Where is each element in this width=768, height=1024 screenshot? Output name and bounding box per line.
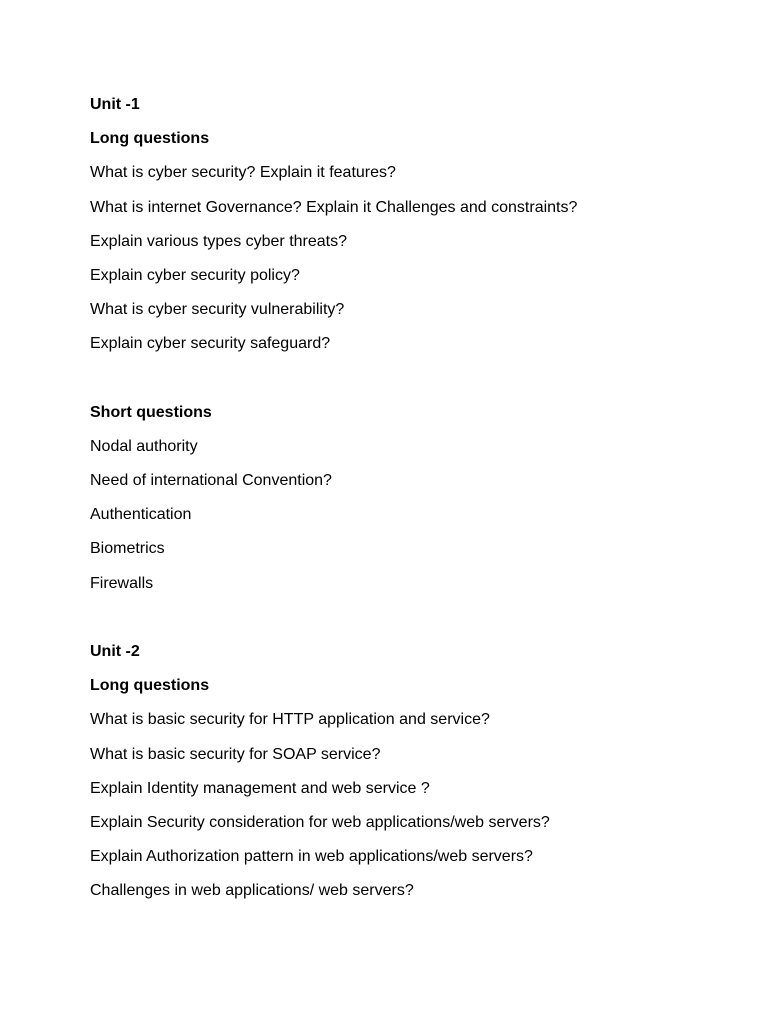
unit-2-heading: Unit -2 [90, 643, 140, 660]
question-item: Explain cyber security policy? [90, 266, 300, 284]
question-item: Explain Security consideration for web applications/web servers? [90, 813, 550, 831]
unit-2-long-questions-heading: Long questions [90, 677, 210, 695]
unit-1-long-questions-heading: Long questions [90, 130, 210, 148]
question-item: Challenges in web applications/ web servers? [90, 882, 414, 900]
document-body [90, 93, 730, 914]
blank-line [90, 367, 730, 401]
question-item: Firewalls [90, 574, 154, 592]
question-item: What is internet Governance? Explain it Challenges and constraints? [90, 198, 578, 216]
question-item: What is basic security for HTTP application and service? [90, 711, 490, 729]
question-item: Explain cyber security safeguard? [90, 335, 331, 353]
question-item: What is cyber security vulnerability? [90, 301, 345, 319]
blank-line [90, 606, 730, 640]
question-item: What is basic security for SOAP service? [90, 745, 381, 763]
unit-1-heading: Unit -1 [90, 96, 140, 113]
question-item: What is cyber security? Explain it features? [90, 164, 396, 182]
question-item: Explain Identity management and web service ? [90, 779, 430, 797]
question-item: Nodal authority [90, 437, 198, 455]
question-item: Need of international Convention? [90, 472, 332, 490]
question-item: Biometrics [90, 540, 165, 558]
question-item: Authentication [90, 506, 192, 524]
question-item: Explain various types cyber threats? [90, 232, 348, 250]
question-item: Explain Authorization pattern in web applications/web servers? [90, 848, 533, 866]
unit-1-short-questions-heading: Short questions [90, 403, 212, 421]
